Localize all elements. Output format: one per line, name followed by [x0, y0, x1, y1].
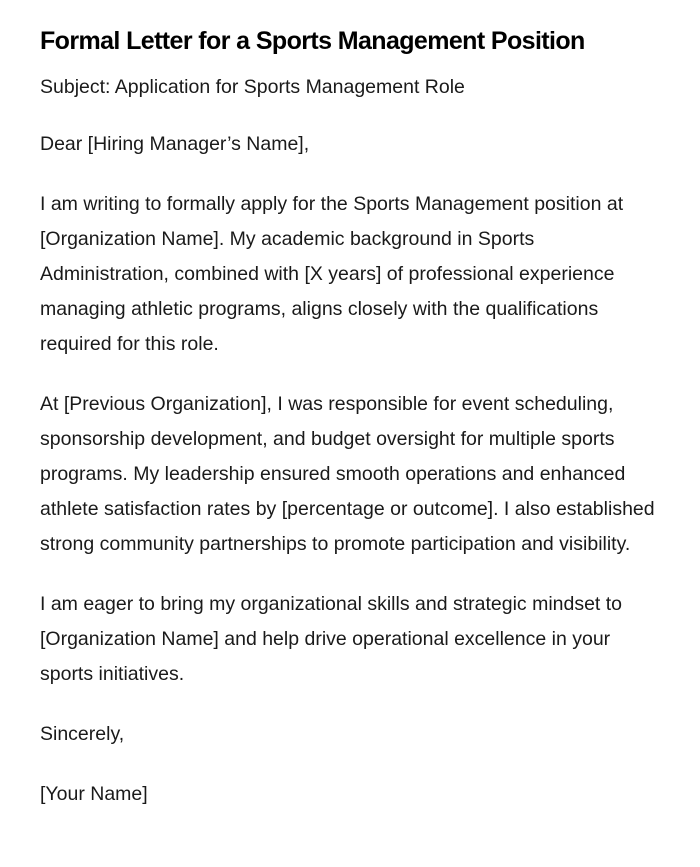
letter-paragraph-intro: I am writing to formally apply for the Sports Management position at [Organization Name]. My academic background in Sports Administration, combined with [X years] of professional experience managing athletic programs, aligns closely with the qualifications required for this role.: [40, 193, 624, 355]
letter-salutation: Dear [Hiring Manager’s Name],: [40, 133, 310, 155]
letter-subject: Subject: Application for Sports Management Role: [40, 76, 465, 98]
letter-title: Formal Letter for a Sports Management Position: [40, 27, 585, 55]
letter-document: [40, 22, 660, 812]
letter-closing: Sincerely,: [40, 723, 125, 745]
letter-paragraph-closing-statement: I am eager to bring my organizational skills and strategic mindset to [Organization Name] and help drive operational excellence in your sports initiatives.: [40, 593, 623, 685]
letter-signature: [Your Name]: [40, 783, 148, 805]
letter-paragraph-experience: At [Previous Organization], I was responsible for event scheduling, sponsorship development, and budget oversight for multiple sports programs. My leadership ensured smooth operations and enhanced athlete satisfaction rates by [percentage or outcome]. I also established strong community partnerships to promote participation and visibility.: [40, 393, 655, 555]
